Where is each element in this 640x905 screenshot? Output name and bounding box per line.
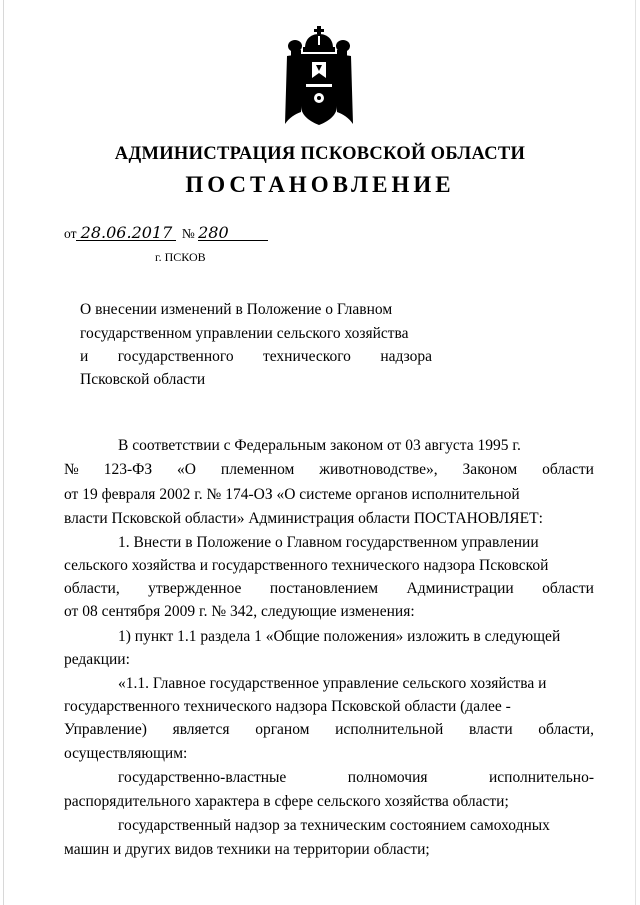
body-text: от 08 сентября 2009 г. № 342, следующие изменения: — [64, 603, 415, 620]
body-text: Законом — [462, 461, 518, 478]
body-text: области, — [64, 580, 120, 597]
subject-text: государственного — [117, 348, 234, 365]
body-line — [118, 533, 539, 553]
subject-text: и — [80, 348, 89, 365]
body-text: «О — [177, 461, 196, 478]
body-line — [64, 485, 520, 505]
subject-text: Псковской области — [80, 371, 206, 388]
subject-line — [80, 347, 432, 367]
body-line — [64, 579, 594, 599]
body-text: сельского хозяйства и государственного технического надзора Псковской — [64, 557, 549, 574]
body-line — [118, 674, 546, 694]
coat-of-arms-emblem — [281, 26, 357, 126]
body-text: власти — [468, 721, 513, 738]
page-edge-right — [635, 0, 636, 905]
body-line — [64, 792, 509, 812]
body-line — [64, 744, 187, 764]
subject-text: технического — [262, 348, 351, 365]
subject-line — [80, 370, 205, 390]
body-text: распорядительного характера в сфере сельского хозяйства области; — [64, 793, 509, 810]
body-text: 1. Внести в Положение о Главном государственном управлении — [118, 534, 539, 551]
subject-text: надзора — [380, 348, 432, 365]
city-label: г. ПСКОВ — [155, 250, 206, 264]
subject-line — [80, 324, 409, 344]
body-text: племенном — [220, 461, 295, 478]
body-line — [118, 436, 521, 456]
body-text: государственного технического надзора Псковской области (далее - — [64, 698, 511, 715]
body-text: власти Псковской области» Администрация области ПОСТАНОВЛЯЕТ: — [64, 510, 543, 527]
body-text: области, — [538, 721, 594, 738]
document-date: 28.06.2017 — [76, 226, 176, 241]
date-prefix: от — [64, 226, 77, 241]
body-text: Администрации — [406, 580, 514, 597]
body-text: государственный надзор за техническим состоянием самоходных — [118, 817, 550, 834]
body-line — [64, 509, 543, 529]
body-text: полномочия — [347, 769, 428, 786]
body-line — [118, 768, 594, 788]
body-text: является — [172, 721, 230, 738]
subject-text: государственном управлении сельского хозяйства — [80, 325, 409, 342]
body-text: органом — [255, 721, 310, 738]
organization-name: АДМИНИСТРАЦИЯ ПСКОВСКОЙ ОБЛАСТИ — [114, 144, 526, 164]
body-text: 1) пункт 1.1 раздела 1 «Общие положения» изложить в следующей — [118, 628, 561, 645]
body-line — [64, 602, 415, 622]
subject-text: О внесении изменений в Положение о Главном — [80, 301, 393, 318]
body-text: области — [542, 461, 594, 478]
body-text: В соответствии с Федеральным законом от 03 августа 1995 г. — [118, 437, 521, 454]
body-line — [64, 720, 594, 740]
document-number: 280 — [198, 226, 268, 241]
body-text: от 19 февраля 2002 г. № 174-ОЗ «О системе органов исполнительной — [64, 486, 520, 503]
body-line — [64, 697, 511, 717]
number-prefix: № — [181, 226, 195, 241]
body-text: Управление) — [64, 721, 147, 738]
body-text: животноводстве», — [319, 461, 438, 478]
page-edge-left — [3, 0, 4, 905]
body-text: «1.1. Главное государственное управление сельского хозяйства и — [118, 675, 547, 692]
body-text: № — [64, 461, 79, 478]
body-line — [118, 627, 560, 647]
subject-line — [80, 300, 392, 320]
body-line — [64, 460, 594, 480]
body-text: 123-ФЗ — [103, 461, 153, 478]
body-text: осуществляющим: — [64, 745, 188, 762]
document-type-title: ПОСТАНОВЛЕНИЕ — [185, 172, 455, 197]
body-text: исполнительно- — [488, 769, 594, 786]
body-text: государственно-властные — [118, 769, 287, 786]
body-text: машин и других видов техники на территории области; — [64, 841, 430, 858]
body-line — [64, 840, 430, 860]
date-number-row — [64, 223, 268, 242]
body-line — [64, 650, 130, 670]
body-text: исполнительной — [335, 721, 444, 738]
body-text: постановлением — [269, 580, 379, 597]
body-text: утвержденное — [148, 580, 242, 597]
body-line — [118, 816, 550, 836]
body-line — [64, 556, 548, 576]
body-text: области — [542, 580, 594, 597]
body-text: редакции: — [64, 651, 130, 668]
